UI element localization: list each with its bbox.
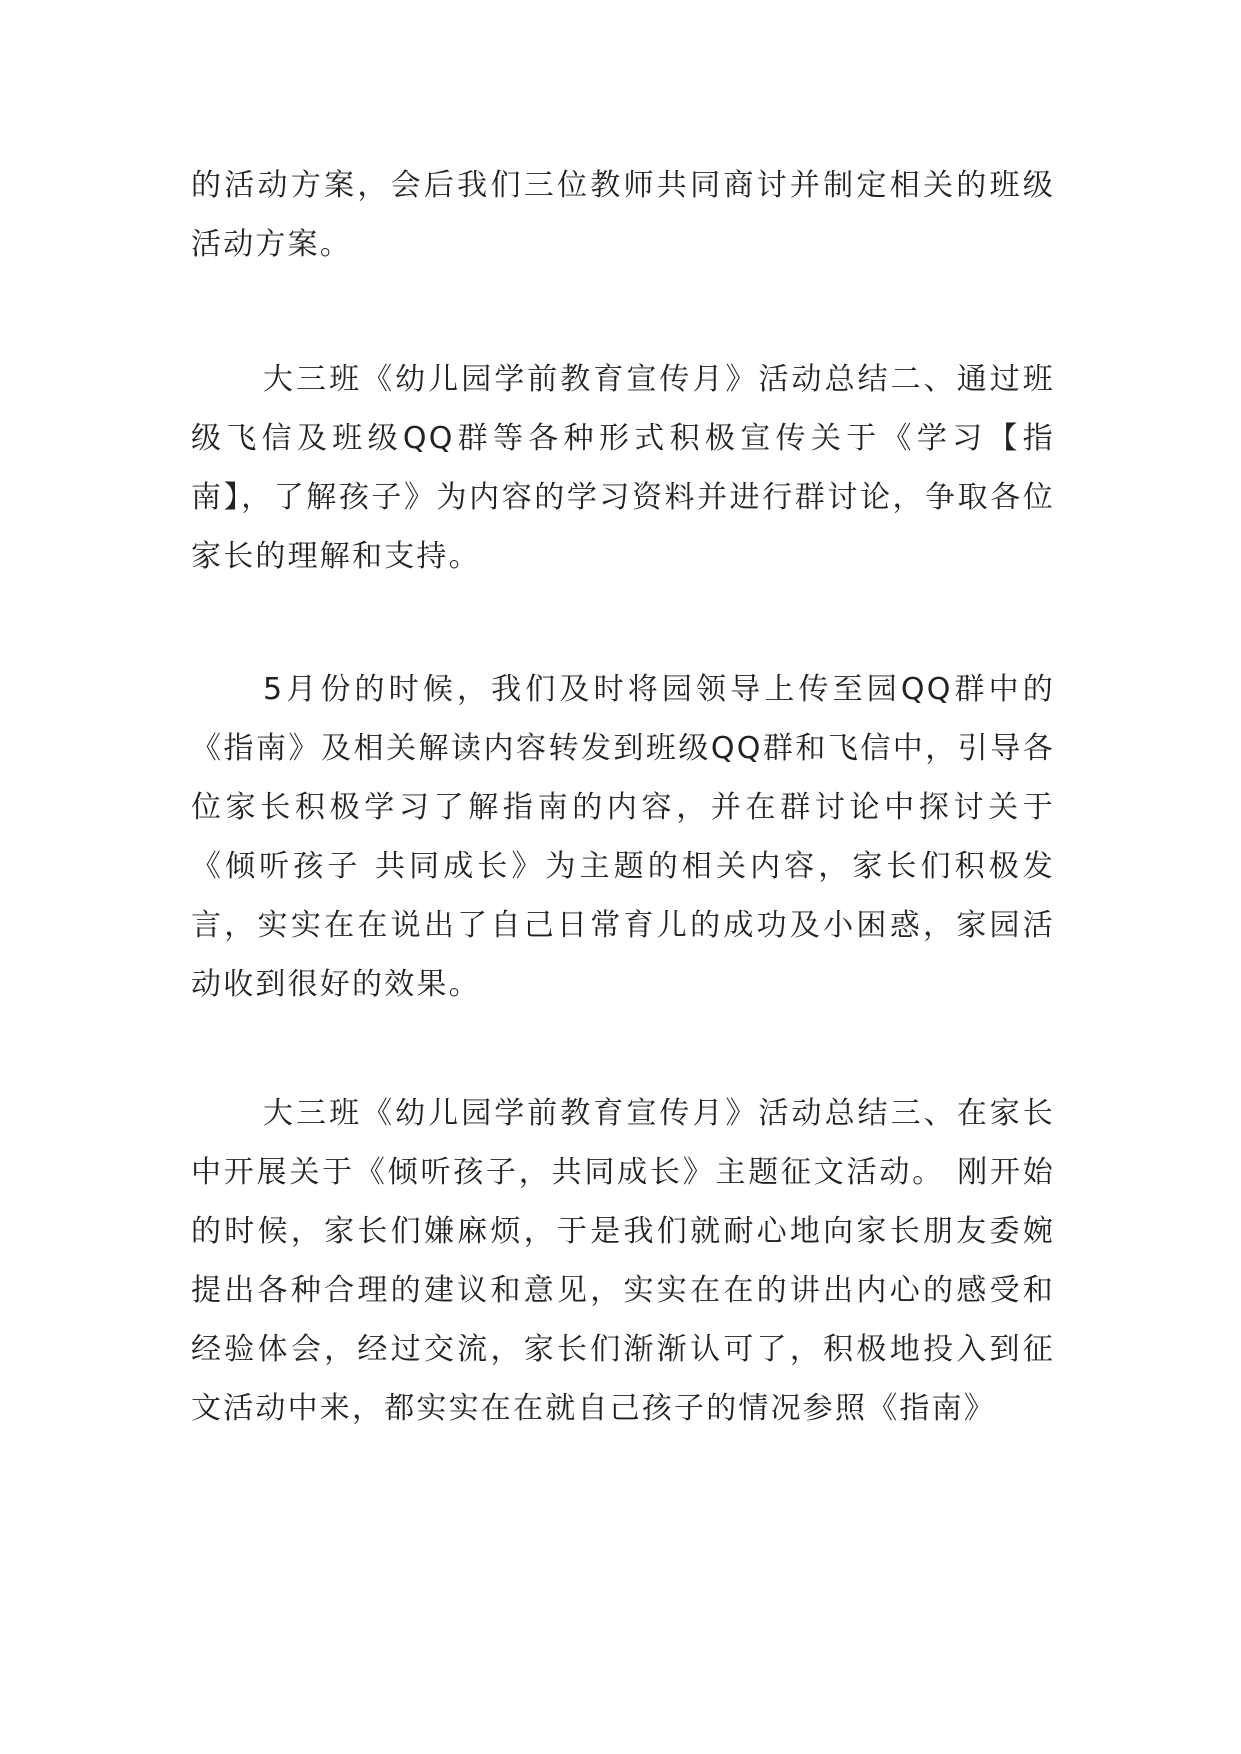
paragraph-continuation: 的活动方案，会后我们三位教师共同商讨并制定相关的班级活动方案。 (191, 168, 1055, 262)
paragraph-summary-two: 大三班《幼儿园学前教育宣传月》活动总结二、通过班级飞信及班级QQ群等各种形式积极宣传关于《学习【指南】，了解孩子》为内容的学习资料并进行群讨论，争取各位家长的理解和支持。 (191, 362, 1055, 574)
paragraph-may-activity: 5月份的时候，我们及时将园领导上传至园QQ群中的《指南》及相关解读内容转发到班级QQ群和飞信中，引导各位家长积极学习了解指南的内容，并在群讨论中探讨关于《倾听孩子 共同成长》为主题的相关内容，家长们积极发言，实实在在说出了自己日常育儿的成功及小困惑，家园活动收到很好的效果。 (191, 672, 1055, 1002)
paragraph-summary-three: 大三班《幼儿园学前教育宣传月》活动总结三、在家长中开展关于《倾听孩子，共同成长》主题征文活动。 刚开始的时候，家长们嫌麻烦，于是我们就耐心地向家长朋友委婉提出各种合理的建议和意见，实实在在的讲出内心的感受和经验体会，经过交流，家长们渐渐认可了，积极地投入到征文活动中来，都实实在在就自己孩子的情况参照《指南》 (191, 1096, 1055, 1426)
